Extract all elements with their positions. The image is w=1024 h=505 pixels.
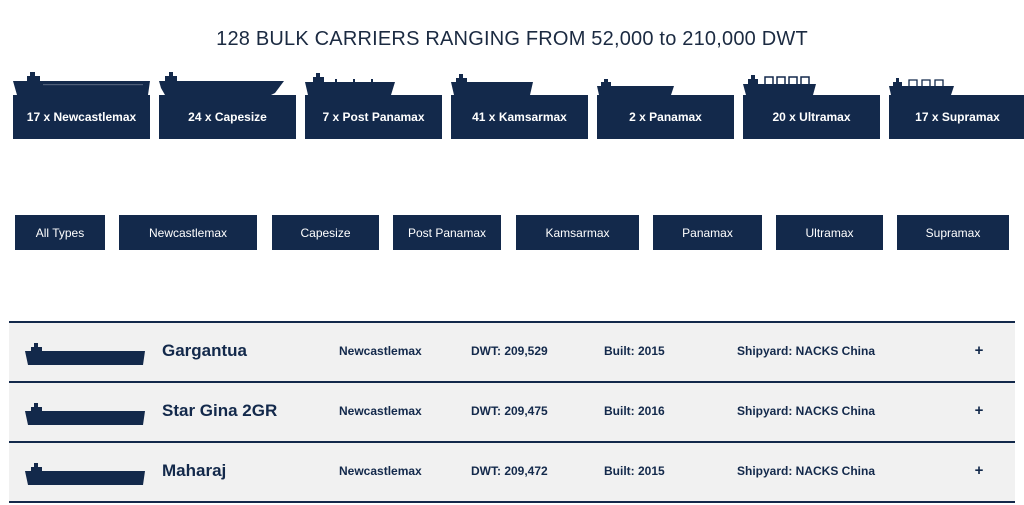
fleet-button-capesize[interactable]: 24 x Capesize <box>159 95 296 139</box>
vessel-type: Newcastlemax <box>339 464 422 478</box>
vessel-built: Built: 2015 <box>604 344 665 358</box>
fleet-card-kamsarmax <box>451 64 588 139</box>
filter-capesize[interactable]: Capesize <box>272 215 379 250</box>
expand-plus-icon[interactable]: + <box>974 402 984 419</box>
supramax-ship-icon <box>889 77 954 95</box>
vessel-row[interactable] <box>9 443 1015 503</box>
panamax-ship-icon <box>597 79 674 95</box>
vessel-ship-icon <box>25 343 145 365</box>
vessel-shipyard: Shipyard: NACKS China <box>737 344 876 358</box>
page-title: 128 BULK CARRIERS RANGING FROM 52,000 to 210,000 DWT <box>216 28 808 50</box>
fleet-button-panamax[interactable]: 2 x Panamax <box>597 95 734 139</box>
fleet-card-newcastlemax <box>13 64 150 139</box>
fleet-card-panamax <box>597 64 734 139</box>
vessel-built: Built: 2015 <box>604 464 665 478</box>
filter-ultramax[interactable]: Ultramax <box>776 215 883 250</box>
fleet-card-ultramax <box>743 64 880 139</box>
fleet-button-newcastlemax[interactable]: 17 x Newcastlemax <box>13 95 150 139</box>
fleet-button-kamsarmax[interactable]: 41 x Kamsarmax <box>451 95 588 139</box>
vessel-row[interactable] <box>9 323 1015 383</box>
vessel-list <box>9 321 1015 503</box>
capesize-ship-icon <box>159 70 284 95</box>
vessel-type: Newcastlemax <box>339 344 422 358</box>
filter-panamax[interactable]: Panamax <box>653 215 762 250</box>
vessel-dwt: DWT: 209,475 <box>471 404 548 418</box>
filter-post-panamax[interactable]: Post Panamax <box>393 215 501 250</box>
post-panamax-ship-icon <box>305 72 395 95</box>
vessel-type: Newcastlemax <box>339 404 422 418</box>
filter-all-types[interactable]: All Types <box>15 215 105 250</box>
vessel-dwt: DWT: 209,529 <box>471 344 548 358</box>
vessel-built: Built: 2016 <box>604 404 665 418</box>
fleet-button-post-panamax[interactable]: 7 x Post Panamax <box>305 95 442 139</box>
vessel-ship-icon <box>25 463 145 485</box>
filter-newcastlemax[interactable]: Newcastlemax <box>119 215 257 250</box>
kamsarmax-ship-icon <box>451 73 533 95</box>
newcastlemax-ship-icon <box>13 70 150 95</box>
vessel-name: Gargantua <box>162 341 248 360</box>
filter-supramax[interactable]: Supramax <box>897 215 1009 250</box>
expand-plus-icon[interactable]: + <box>974 342 984 359</box>
expand-plus-icon[interactable]: + <box>974 462 984 479</box>
fleet-summary <box>13 64 1024 139</box>
fleet-card-supramax <box>889 64 1024 139</box>
vessel-shipyard: Shipyard: NACKS China <box>737 464 876 478</box>
vessel-name: Maharaj <box>162 461 227 480</box>
fleet-button-ultramax[interactable]: 20 x Ultramax <box>743 95 880 139</box>
vessel-ship-icon <box>25 403 145 425</box>
type-filter-bar <box>0 215 1024 250</box>
fleet-button-supramax[interactable]: 17 x Supramax <box>889 95 1024 139</box>
fleet-card-post-panamax <box>305 64 442 139</box>
vessel-row[interactable] <box>9 383 1015 443</box>
ultramax-ship-icon <box>743 73 816 95</box>
vessel-dwt: DWT: 209,472 <box>471 464 548 478</box>
vessel-name: Star Gina 2GR <box>162 401 278 420</box>
filter-kamsarmax[interactable]: Kamsarmax <box>516 215 639 250</box>
vessel-shipyard: Shipyard: NACKS China <box>737 404 876 418</box>
fleet-card-capesize <box>159 64 296 139</box>
